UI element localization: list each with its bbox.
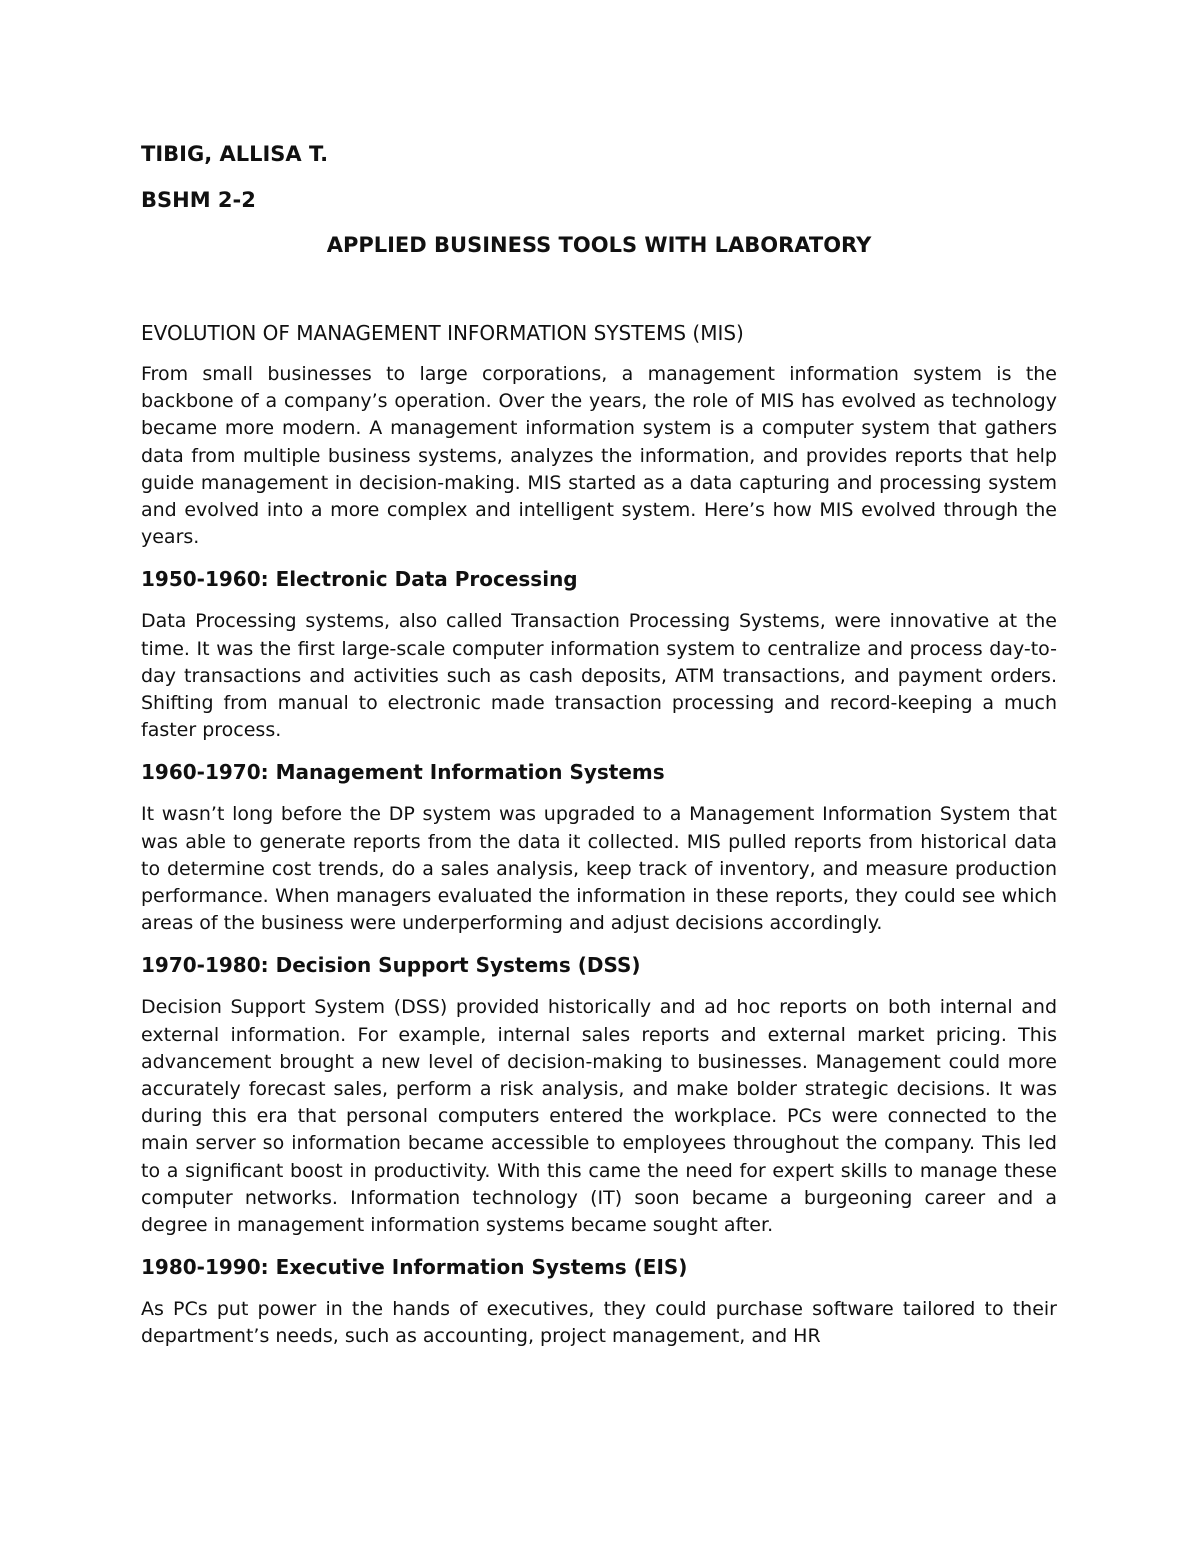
era-heading-1950: 1950-1960: Electronic Data Processing xyxy=(141,567,578,592)
era-heading-1960: 1960-1970: Management Information Systems xyxy=(141,760,665,785)
student-name: TIBIG, ALLISA T. xyxy=(141,142,329,166)
intro-paragraph: From small businesses to large corporations, a management information system is the backbone of a company’s operation. Over the years, the role of MIS has evolved as technology became more modern. A management information system is a computer system that gathers data from multiple business systems, analyzes the information, and provides reports that help guide management in decision-making. MIS started as a data capturing and processing system and evolved into a more complex and intelligent system. Here’s how MIS evolved through the years. xyxy=(141,363,1057,549)
article-title: EVOLUTION OF MANAGEMENT INFORMATION SYSTEMS (MIS) xyxy=(141,321,744,345)
era-paragraph-1960: It wasn’t long before the DP system was upgraded to a Management Information System that was able to generate reports from the data it collected. MIS pulled reports from historical data to determine cost trends, do a sales analysis, keep track of inventory, and measure production performance. When managers evaluated the information in these reports, they could see which areas of the business were underperforming and adjust decisions accordingly. xyxy=(141,803,1057,935)
article-body xyxy=(141,320,1057,1366)
era-heading-1970: 1970-1980: Decision Support Systems (DSS) xyxy=(141,953,641,978)
era-paragraph-1970: Decision Support System (DSS) provided historically and ad hoc reports on both internal and external information. For example, internal sales reports and external market pricing. This advancement brought a new level of decision-making to businesses. Management could more accurately forecast sales, perform a risk analysis, and make bolder strategic decisions. It was during this era that personal computers entered the workplace. PCs were connected to the main server so information became accessible to employees throughout the company. This led to a significant boost in productivity. With this came the need for expert skills to manage these computer networks. Information technology (IT) soon became a burgeoning career and a degree in management information systems became sought after. xyxy=(141,996,1057,1237)
era-heading-1980: 1980-1990: Executive Information Systems (EIS) xyxy=(141,1255,688,1280)
class-section: BSHM 2-2 xyxy=(141,188,256,212)
era-paragraph-1950: Data Processing systems, also called Transaction Processing Systems, were innovative at the time. It was the first large-scale computer information system to centralize and process day-to-day transactions and activities such as cash deposits, ATM transactions, and payment orders. Shifting from manual to electronic made transaction processing and record-keeping a much faster process. xyxy=(141,610,1057,742)
era-paragraph-1980: As PCs put power in the hands of executives, they could purchase software tailored to their department’s needs, such as accounting, project management, and HR xyxy=(141,1298,1057,1348)
course-title: APPLIED BUSINESS TOOLS WITH LABORATORY xyxy=(326,233,872,257)
